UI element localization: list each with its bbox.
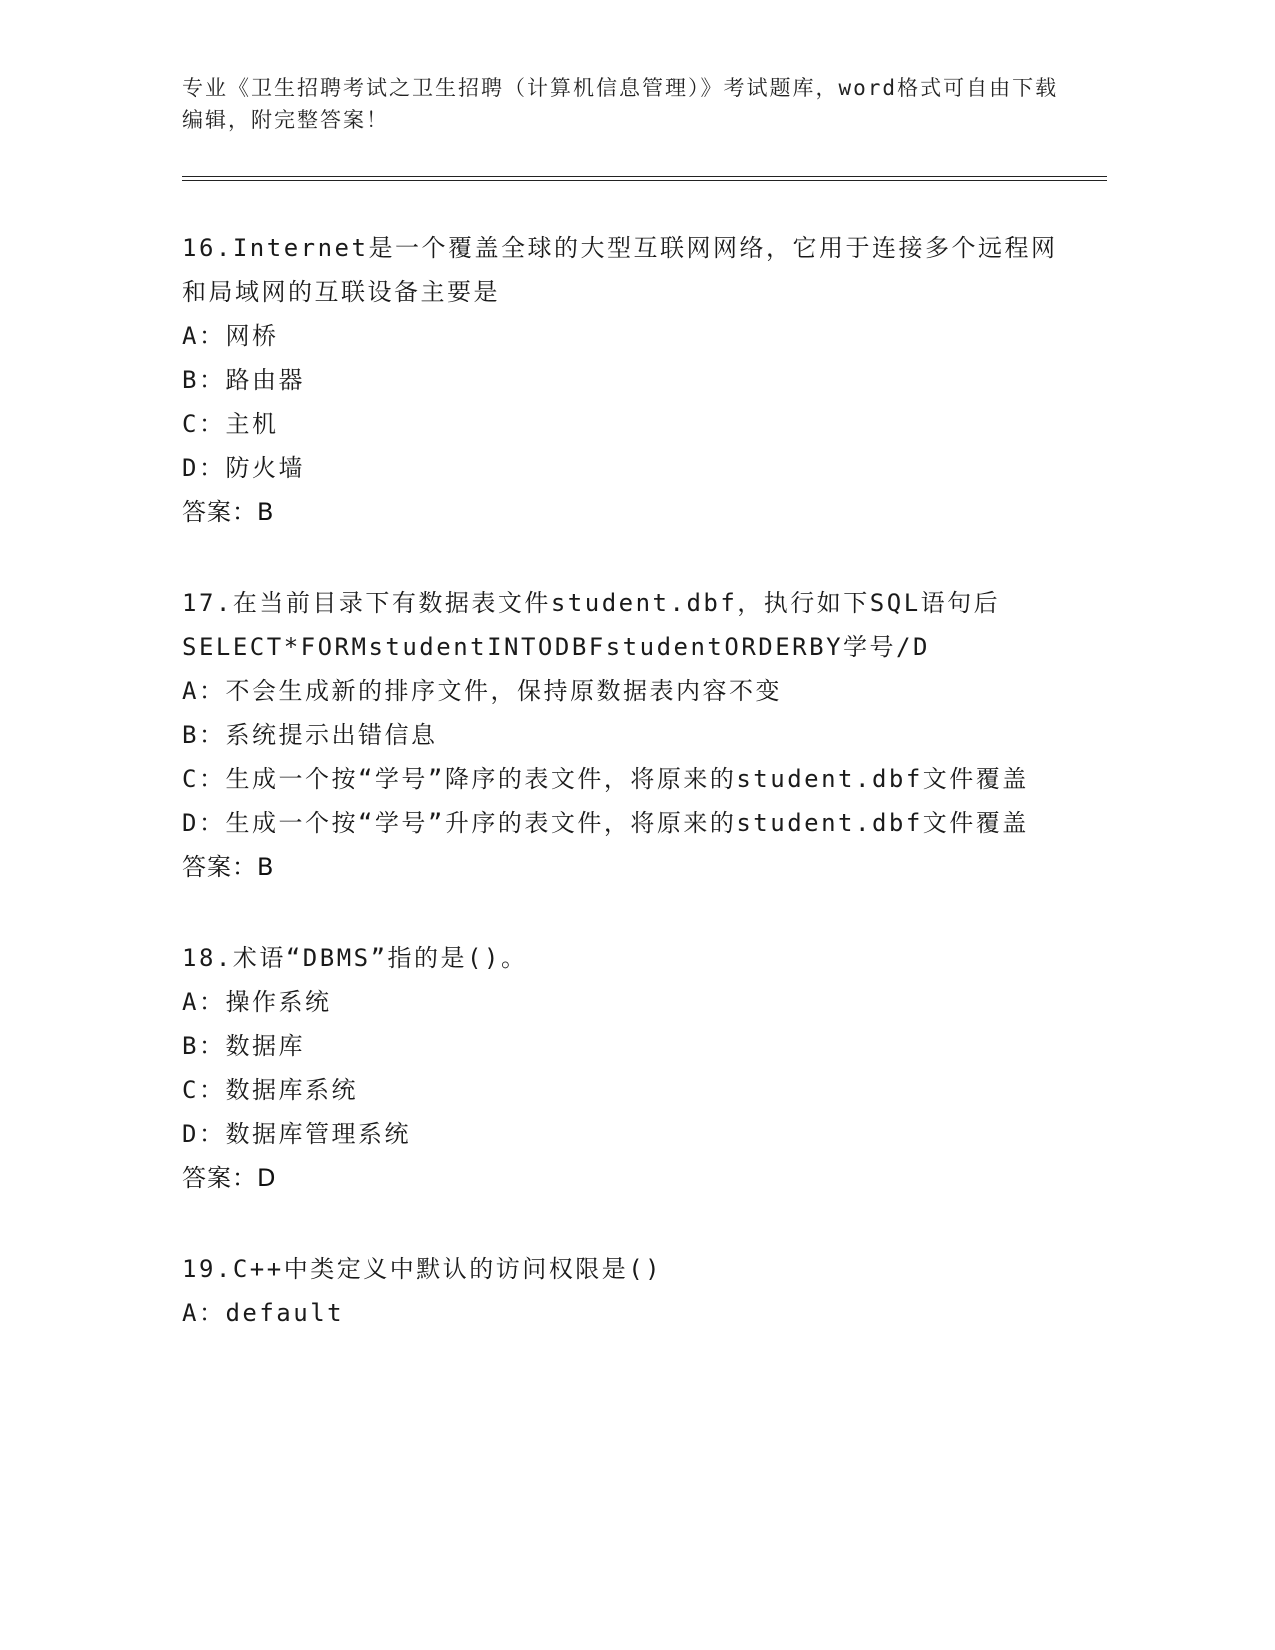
option-a: A：操作系统 (182, 988, 332, 1016)
question-text: Internet是一个覆盖全球的大型互联网网络，它用于连接多个远程网和局域网的互联设备主要是 (182, 234, 1058, 306)
question-16 (182, 226, 1062, 534)
answer-key: 答案：B (182, 853, 275, 881)
question-number: 19. (182, 1255, 233, 1283)
question-19 (182, 1247, 1062, 1335)
option-b: B：数据库 (182, 1032, 305, 1060)
header-text: 专业《卫生招聘考试之卫生招聘（计算机信息管理）》考试题库，word格式可自由下载编辑，附完整答案！ (182, 76, 1059, 132)
option-a: A：不会生成新的排序文件，保持原数据表内容不变 (182, 677, 782, 705)
question-18 (182, 936, 1062, 1200)
question-stem (182, 1247, 1062, 1291)
question-number: 17. (182, 589, 233, 617)
document-header (182, 72, 1062, 136)
option-a: A：default (182, 1299, 345, 1327)
question-number: 16. (182, 234, 233, 262)
question-text: C++中类定义中默认的访问权限是() (232, 1255, 663, 1283)
question-sql-statement: SELECT*FORMstudentINTODBFstudentORDERBY学号/D (182, 633, 930, 661)
option-c: C：生成一个按“学号”降序的表文件，将原来的student.dbf文件覆盖 (182, 765, 1029, 793)
question-stem (182, 226, 1062, 314)
question-stem (182, 936, 1062, 980)
option-b: B：路由器 (182, 366, 305, 394)
question-text: 在当前目录下有数据表文件student.dbf，执行如下SQL语句后 (232, 589, 1001, 617)
question-number: 18. (182, 944, 233, 972)
option-b: B：系统提示出错信息 (182, 721, 438, 749)
question-list (182, 226, 1062, 1382)
option-c: C：主机 (182, 410, 279, 438)
option-a: A：网桥 (182, 322, 279, 350)
option-c: C：数据库系统 (182, 1076, 358, 1104)
answer-key: 答案：D (182, 1164, 277, 1192)
option-d: D：数据库管理系统 (182, 1120, 411, 1148)
option-d: D：生成一个按“学号”升序的表文件，将原来的student.dbf文件覆盖 (182, 809, 1029, 837)
question-17 (182, 581, 1062, 889)
option-d: D：防火墙 (182, 454, 305, 482)
answer-key: 答案：B (182, 498, 275, 526)
question-text: 术语“DBMS”指的是()。 (232, 944, 528, 972)
header-divider (182, 176, 1107, 181)
question-stem (182, 581, 1062, 625)
